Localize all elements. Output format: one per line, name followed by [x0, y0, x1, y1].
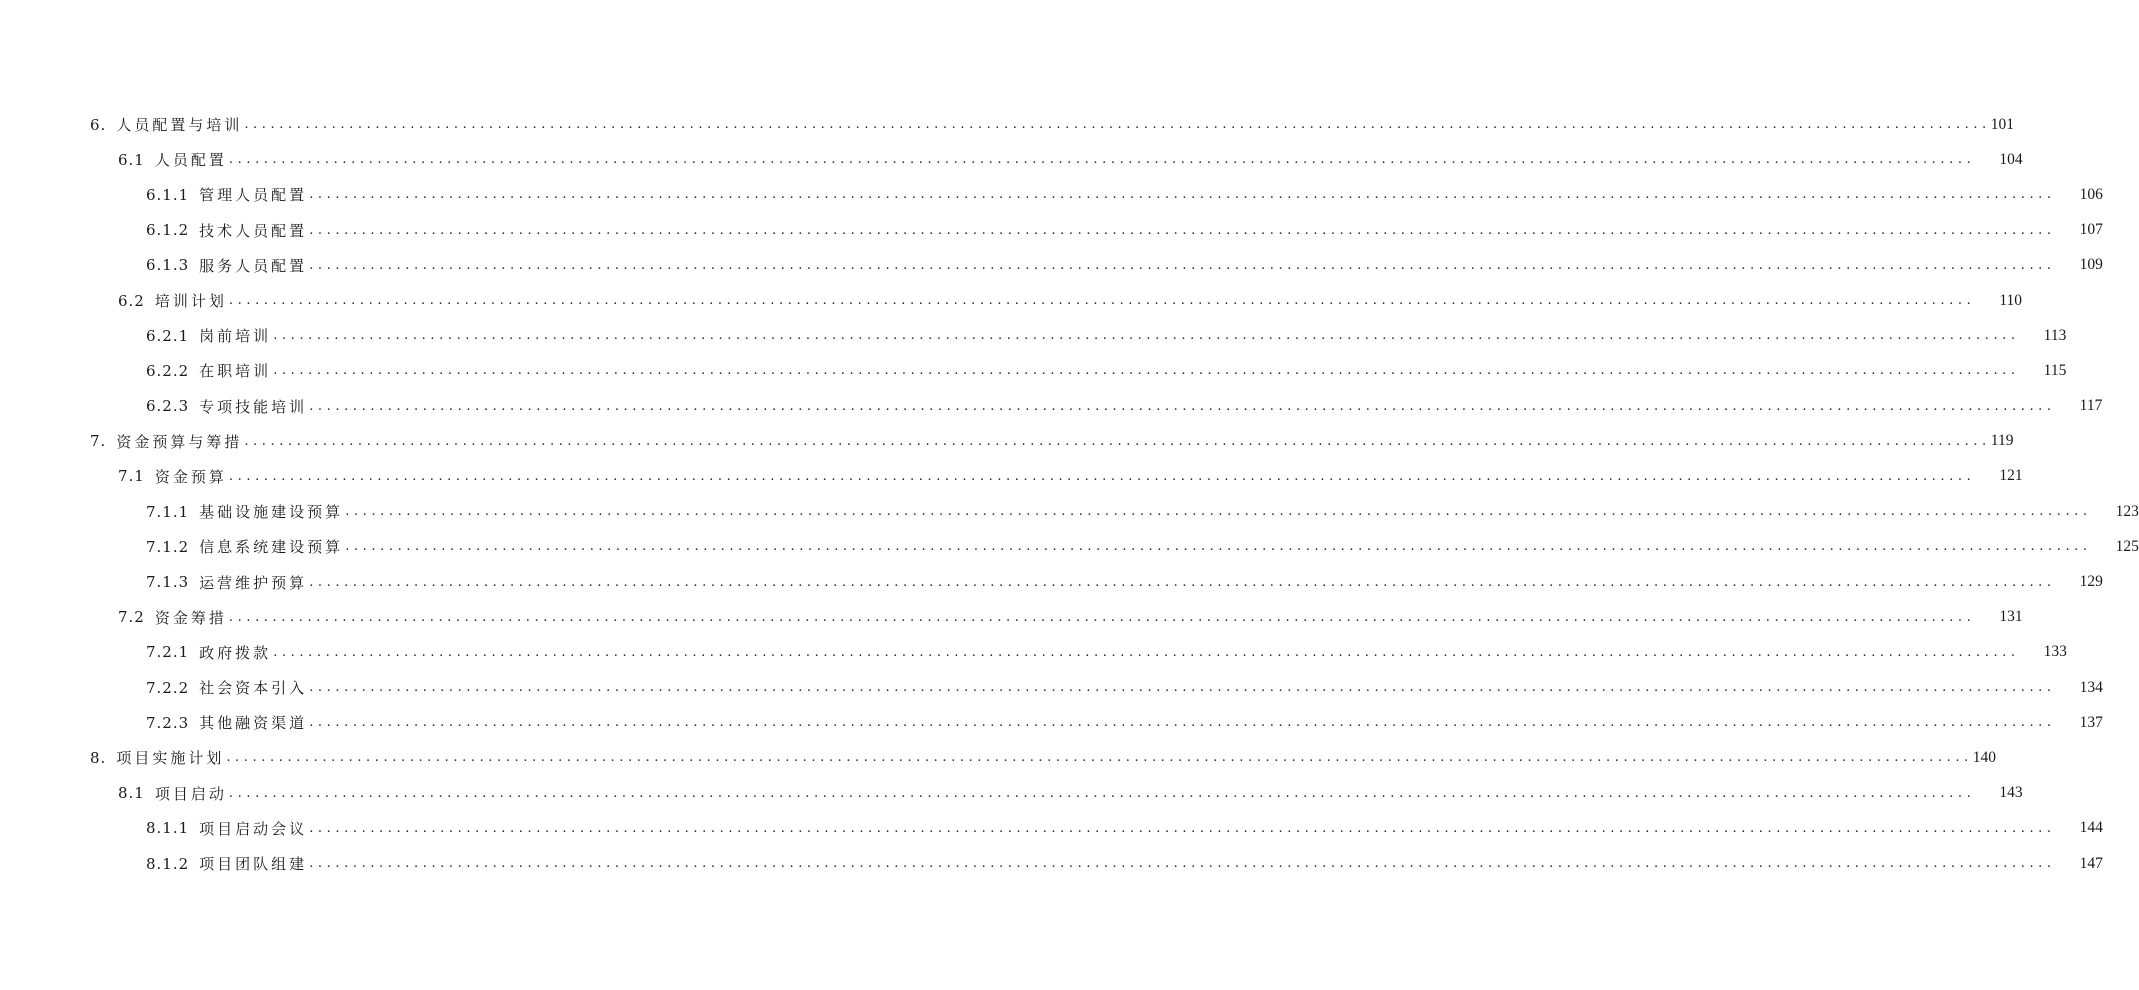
toc-entry-title: 其他融资渠道 — [199, 714, 308, 733]
toc-entry-title: 资金筹措 — [154, 608, 227, 627]
toc-entry-title: 岗前培训 — [199, 327, 272, 346]
dot-leader: ........................................................................................................................................................................................................ — [244, 433, 1991, 449]
toc-entry-title: 信息系统建设预算 — [199, 538, 344, 557]
toc-entry-page-number: 119 — [1990, 432, 2014, 450]
table-of-contents — [0, 107, 2139, 881]
toc-entry-number: 8.1.2 — [146, 854, 190, 873]
toc-entry[interactable] — [0, 670, 2103, 705]
toc-entry-page-number: 107 — [2079, 221, 2103, 239]
toc-entry[interactable] — [0, 705, 2103, 740]
toc-entry-number: 6.2.3 — [146, 397, 190, 416]
toc-entry-title: 服务人员配置 — [199, 256, 308, 275]
dot-leader: ........................................................................................................................................................................................................ — [345, 504, 2092, 520]
toc-entry[interactable] — [0, 600, 2023, 635]
toc-entry-page-number: 129 — [2079, 573, 2103, 591]
dot-leader: ........................................................................................................................................................................................................ — [309, 715, 2056, 731]
toc-entry[interactable] — [0, 424, 2014, 459]
toc-entry-title: 培训计划 — [154, 292, 227, 311]
toc-entry-number: 7.2.1 — [146, 643, 190, 662]
toc-entry[interactable] — [0, 635, 2067, 670]
toc-entry-title: 运营维护预算 — [199, 573, 308, 592]
dot-leader: ........................................................................................................................................................................................................ — [309, 820, 2056, 836]
toc-entry-number: 8.1.1 — [146, 819, 190, 838]
dot-leader: ........................................................................................................................................................................................................ — [228, 293, 1976, 309]
toc-entry-title: 社会资本引入 — [199, 679, 308, 698]
toc-entry-number: 6.1.2 — [146, 221, 190, 240]
toc-entry-page-number: 117 — [2079, 397, 2103, 415]
toc-entry-number: 6.2.1 — [146, 326, 190, 345]
toc-entry-number: 6.1 — [118, 150, 145, 169]
toc-entry-page-number: 137 — [2079, 713, 2103, 731]
toc-entry-title: 基础设施建设预算 — [199, 503, 344, 522]
toc-entry-page-number: 113 — [2043, 326, 2067, 344]
toc-entry-page-number: 134 — [2079, 678, 2103, 696]
toc-entry-number: 7.1.2 — [146, 537, 190, 556]
toc-entry-number: 8. — [90, 748, 107, 767]
toc-entry-page-number: 115 — [2043, 361, 2067, 379]
toc-entry-page-number: 131 — [1999, 608, 2023, 626]
toc-entry-number: 7.2.2 — [146, 678, 190, 697]
dot-leader: ........................................................................................................................................................................................................ — [345, 539, 2092, 555]
toc-entry-title: 项目启动 — [154, 784, 227, 803]
toc-entry-page-number: 143 — [1999, 784, 2023, 802]
dot-leader: ........................................................................................................................................................................................................ — [309, 856, 2056, 872]
toc-entry-number: 7.2 — [118, 608, 145, 627]
dot-leader: ........................................................................................................................................................................................................ — [244, 117, 1991, 133]
toc-entry-number: 7.1.3 — [146, 573, 190, 592]
dot-leader: ........................................................................................................................................................................................................ — [273, 644, 2020, 660]
toc-entry[interactable] — [0, 142, 2023, 177]
toc-entry-title: 人员配置与培训 — [116, 116, 243, 135]
dot-leader: ........................................................................................................................................................................................................ — [273, 328, 2020, 344]
toc-entry-title: 政府拨款 — [199, 643, 272, 662]
toc-entry-page-number: 144 — [2079, 819, 2103, 837]
toc-entry-page-number: 125 — [2115, 537, 2139, 555]
toc-entry-page-number: 123 — [2115, 502, 2139, 520]
toc-entry[interactable] — [0, 811, 2103, 846]
toc-entry[interactable] — [0, 494, 2139, 529]
toc-entry[interactable] — [0, 776, 2023, 811]
toc-entry-number: 6.2.2 — [146, 361, 190, 380]
toc-entry-number: 7.1.1 — [146, 502, 190, 521]
toc-entry-title: 资金预算与筹措 — [116, 432, 243, 451]
dot-leader: ........................................................................................................................................................................................................ — [228, 152, 1976, 168]
dot-leader: ........................................................................................................................................................................................................ — [228, 609, 1976, 625]
toc-entry-page-number: 140 — [1972, 748, 1997, 766]
toc-entry[interactable] — [0, 283, 2023, 318]
toc-entry-title: 技术人员配置 — [199, 221, 308, 240]
toc-entry[interactable] — [0, 177, 2103, 212]
toc-entry-page-number: 106 — [2079, 185, 2103, 203]
toc-entry-number: 7. — [90, 432, 107, 451]
toc-entry-title: 专项技能培训 — [199, 397, 308, 416]
toc-entry[interactable] — [0, 107, 2015, 142]
toc-entry-title: 人员配置 — [154, 151, 227, 170]
dot-leader: ........................................................................................................................................................................................................ — [309, 222, 2056, 238]
dot-leader: ........................................................................................................................................................................................................ — [309, 574, 2056, 590]
toc-entry-title: 项目实施计划 — [116, 749, 225, 768]
dot-leader: ........................................................................................................................................................................................................ — [273, 363, 2020, 379]
dot-leader: ........................................................................................................................................................................................................ — [228, 785, 1976, 801]
toc-entry[interactable] — [0, 846, 2103, 881]
toc-entry[interactable] — [0, 740, 1997, 775]
toc-entry-page-number: 109 — [2079, 256, 2103, 274]
toc-entry-page-number: 104 — [1999, 150, 2023, 168]
toc-entry-page-number: 110 — [1999, 291, 2023, 309]
toc-entry[interactable] — [0, 353, 2067, 388]
dot-leader: ........................................................................................................................................................................................................ — [309, 257, 2056, 273]
toc-entry-title: 项目团队组建 — [199, 855, 308, 874]
toc-entry[interactable] — [0, 459, 2023, 494]
toc-entry-number: 7.2.3 — [146, 713, 190, 732]
toc-entry[interactable] — [0, 564, 2103, 599]
toc-entry[interactable] — [0, 529, 2139, 564]
dot-leader: ........................................................................................................................................................................................................ — [228, 468, 1976, 484]
toc-entry-number: 7.1 — [118, 467, 145, 486]
toc-entry-page-number: 133 — [2043, 643, 2067, 661]
dot-leader: ........................................................................................................................................................................................................ — [309, 398, 2056, 414]
dot-leader: ........................................................................................................................................................................................................ — [226, 750, 1973, 766]
dot-leader: ........................................................................................................................................................................................................ — [309, 680, 2056, 696]
toc-entry-number: 6.2 — [118, 291, 145, 310]
toc-entry-number: 8.1 — [118, 784, 145, 803]
toc-entry-title: 在职培训 — [199, 362, 272, 381]
toc-entry-number: 6.1.3 — [146, 256, 190, 275]
toc-entry[interactable] — [0, 318, 2067, 353]
toc-entry-page-number: 121 — [1999, 467, 2023, 485]
toc-entry-title: 项目启动会议 — [199, 819, 308, 838]
toc-entry[interactable] — [0, 248, 2103, 283]
toc-entry-number: 6.1.1 — [146, 185, 190, 204]
toc-entry-page-number: 101 — [1990, 115, 2015, 133]
toc-entry[interactable] — [0, 389, 2103, 424]
toc-entry-title: 资金预算 — [154, 467, 227, 486]
dot-leader: ........................................................................................................................................................................................................ — [309, 187, 2056, 203]
toc-entry-page-number: 147 — [2079, 854, 2103, 872]
toc-entry-title: 管理人员配置 — [199, 186, 308, 205]
toc-entry-number: 6. — [90, 115, 107, 134]
toc-entry[interactable] — [0, 213, 2103, 248]
